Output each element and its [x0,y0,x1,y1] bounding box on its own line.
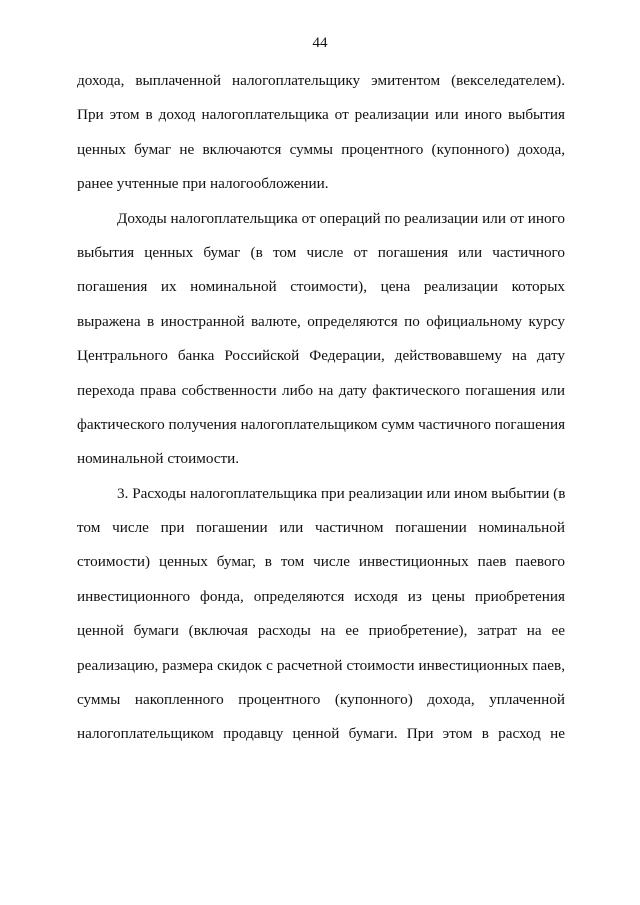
text-line: Доходы налогоплательщика от операций по реализации или от иного [117,209,565,227]
text-line: стоимости) ценных бумаг, в том числе инвестиционных паев паевого [77,553,565,571]
text-line: дохода, выплаченной налогоплательщику эмитентом (векселедателем). [77,72,565,89]
text-line: том числе при погашении или частичном погашении номинальной [77,519,565,537]
text-line: погашения их номинальной стоимости), цена реализации которых [77,278,565,296]
document-body [77,64,565,752]
text-line: 3. Расходы налогоплательщика при реализации или ином выбытии (в [117,484,565,502]
text-line: ценной бумаги (включая расходы на ее приобретение), затрат на ее [77,622,565,640]
text-line: номинальной стоимости. [77,450,240,468]
text-line: реализацию, размера скидок с расчетной стоимости инвестиционных паев, [77,656,565,674]
text-line: выражена в иностранной валюте, определяются по официальному курсу [77,312,565,330]
paragraph-income-foreign-currency [77,202,565,477]
text-line: При этом в доход налогоплательщика от реализации или иного выбытия [77,106,565,124]
text-line: суммы накопленного процентного (купонного) дохода, уплаченной [77,691,565,709]
paragraph-item-3-expenses [77,477,565,752]
text-line: Центрального банка Российской Федерации, действовавшему на дату [77,347,565,365]
text-line: перехода права собственности либо на дату фактического погашения или [77,381,565,399]
text-line: ранее учтенные при налогообложении. [77,175,329,193]
text-line: ценных бумаг не включаются суммы процентного (купонного) дохода, [77,140,565,158]
text-line: фактического получения налогоплательщиком сумм частичного погашения [77,415,565,433]
text-line: налогоплательщиком продавцу ценной бумаги. При этом в расход не [77,725,565,743]
page-number: 44 [312,35,328,51]
text-line: инвестиционного фонда, определяются исходя из цены приобретения [77,587,565,605]
text-line: выбытия ценных бумаг (в том числе от погашения или частичного [77,243,565,261]
paragraph-continuation [77,64,565,202]
